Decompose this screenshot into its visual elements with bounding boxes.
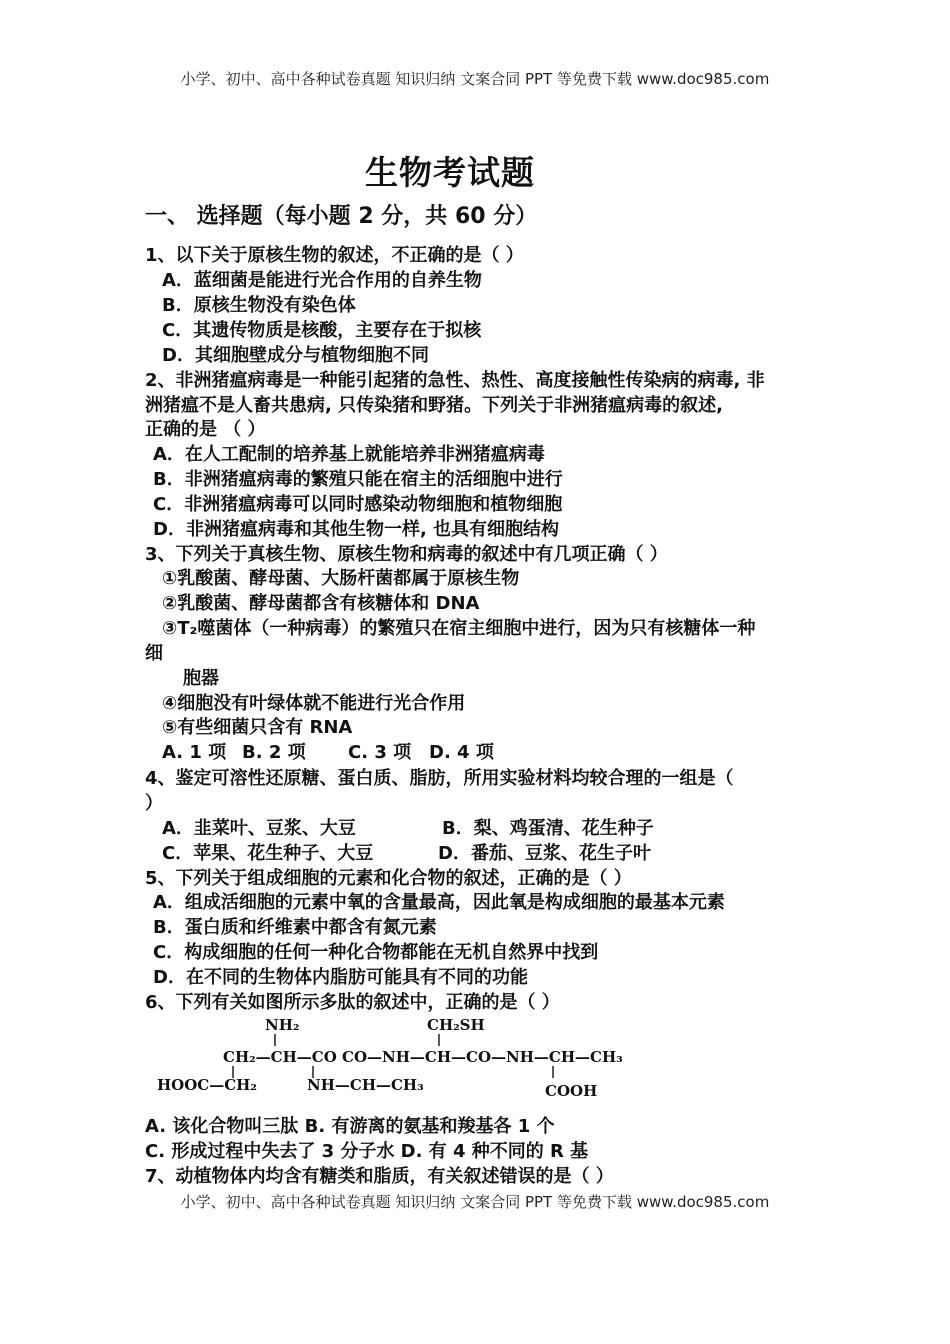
- question-4-option-b: B．梨、鸡蛋清、花生种子: [442, 818, 654, 839]
- question-2-option-b: B．非洲猪瘟病毒的繁殖只能在宿主的活细胞中进行: [153, 469, 563, 490]
- question-1-option-b: B．原核生物没有染色体: [162, 295, 356, 316]
- formula-hooc: HOOC—CH₂: [157, 1076, 257, 1094]
- question-4-option-c: C．苹果、花生种子、大豆: [162, 843, 374, 864]
- polypeptide-structure-diagram: [157, 1016, 627, 1106]
- question-2-stem-line-3: 正确的是 （ ）: [145, 419, 266, 440]
- question-3-options: [162, 740, 562, 765]
- question-2-option-a: A．在人工配制的培养基上就能培养非洲猪瘟病毒: [153, 444, 545, 465]
- formula-nhch: NH—CH—CH₃: [307, 1076, 424, 1094]
- question-3-option-a: A. 1 项: [162, 742, 227, 763]
- header-banner: 小学、初中、高中各种试卷真题 知识归纳 文案合同 PPT 等免费下载 www.doc985.com: [180, 70, 770, 88]
- question-3-option-b: B. 2 项: [242, 742, 306, 763]
- question-6-options-cd: C. 形成过程中失去了 3 分子水 D. 有 4 种不同的 R 基: [145, 1141, 589, 1162]
- question-3-stem: 3、下列关于真核生物、原核生物和病毒的叙述中有几项正确（ ）: [145, 544, 668, 565]
- footer-banner: 小学、初中、高中各种试卷真题 知识归纳 文案合同 PPT 等免费下载 www.doc985.com: [180, 1193, 770, 1211]
- question-3-item-3: ③T₂噬菌体（一种病毒）的繁殖只在宿主细胞中进行，因为只有核糖体一种: [162, 618, 756, 639]
- question-4-options-row-2: [162, 841, 722, 866]
- question-5-stem: 5、下列关于组成细胞的元素和化合物的叙述，正确的是（ ）: [145, 868, 632, 889]
- question-5-option-d: D．在不同的生物体内脂肪可能具有不同的功能: [153, 967, 528, 988]
- question-3-option-c: C. 3 项: [348, 742, 412, 763]
- question-7-stem: 7、动植物体内均含有糖类和脂质，有关叙述错误的是（ ）: [145, 1166, 614, 1187]
- question-4-option-d: D．番茄、豆浆、花生子叶: [438, 843, 651, 864]
- question-3-option-d: D. 4 项: [429, 742, 494, 763]
- question-4-stem-wrap: ）: [145, 793, 163, 814]
- question-4-options-row-1: [162, 816, 722, 841]
- page-title: 生物考试题: [365, 153, 535, 192]
- question-5-option-c: C．构成细胞的任何一种化合物都能在无机自然界中找到: [153, 942, 599, 963]
- question-3-item-3-wrap-2: 胞器: [183, 668, 219, 689]
- question-1-option-d: D．其细胞壁成分与植物细胞不同: [162, 345, 429, 366]
- formula-cooh: COOH: [545, 1082, 598, 1100]
- question-1-stem: 1、以下关于原核生物的叙述，不正确的是（ ）: [145, 245, 524, 266]
- question-6-stem: 6、下列有关如图所示多肽的叙述中，正确的是（ ）: [145, 992, 560, 1013]
- question-3-item-4: ④细胞没有叶绿体就不能进行光合作用: [162, 693, 466, 714]
- question-5-option-a: A．组成活细胞的元素中氧的含量最高，因此氧是构成细胞的最基本元素: [153, 892, 725, 913]
- question-2-option-c: C．非洲猪瘟病毒可以同时感染动物细胞和植物细胞: [153, 494, 563, 515]
- formula-nh2: NH₂: [265, 1016, 300, 1034]
- question-2-stem-line-2: 洲猪瘟不是人畜共患病, 只传染猪和野猪。下列关于非洲猪瘟病毒的叙述,: [145, 395, 723, 416]
- question-3-item-1: ①乳酸菌、酵母菌、大肠杆菌都属于原核生物: [162, 568, 520, 589]
- question-3-item-2: ②乳酸菌、酵母菌都含有核糖体和 DNA: [162, 593, 480, 614]
- question-2-option-d: D．非洲猪瘟病毒和其他生物一样, 也具有细胞结构: [153, 519, 560, 540]
- question-3-item-5: ⑤有些细菌只含有 RNA: [162, 717, 353, 738]
- question-1-option-a: A．蓝细菌是能进行光合作用的自养生物: [162, 270, 482, 291]
- question-4-option-a: A．韭菜叶、豆浆、大豆: [162, 818, 356, 839]
- question-1-option-c: C．其遗传物质是核酸，主要存在于拟核: [162, 320, 482, 341]
- section-heading: 一、 选择题（每小题 2 分，共 60 分）: [145, 204, 538, 229]
- formula-main-chain: CH₂—CH—CO CO—NH—CH—CO—NH—CH—CH₃: [223, 1048, 623, 1066]
- question-6-options-ab: A. 该化合物叫三肽 B. 有游离的氨基和羧基各 1 个: [145, 1116, 555, 1137]
- question-3-item-3-wrap: 细: [145, 643, 163, 664]
- question-2-stem-line-1: 2、非洲猪瘟病毒是一种能引起猪的急性、热性、高度接触性传染病的病毒, 非: [145, 370, 765, 391]
- formula-ch2sh: CH₂SH: [427, 1016, 485, 1034]
- question-4-stem: 4、鉴定可溶性还原糖、蛋白质、脂肪，所用实验材料均较合理的一组是（: [145, 768, 734, 789]
- question-5-option-b: B．蛋白质和纤维素中都含有氮元素: [153, 917, 437, 938]
